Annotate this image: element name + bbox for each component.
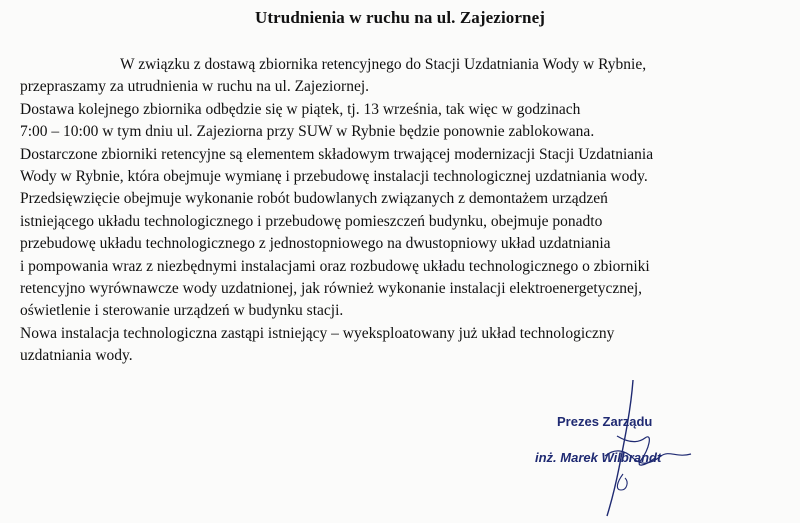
body-line: uzdatniania wody. <box>20 347 133 365</box>
body-line: przebudowę układu technologicznego z jednostopniowego na dwustopniowy układ uzdatniania <box>20 235 611 253</box>
handwritten-signature-icon <box>545 378 725 518</box>
body-line: istniejącego układu technologicznego i przebudowę pomieszczeń budynku, obejmuje ponadto <box>20 212 603 230</box>
body-line: W związku z dostawą zbiornika retencyjnego do Stacji Uzdatniania Wody w Rybnie, <box>120 56 647 73</box>
body-line: i pompowania wraz z niezbędnymi instalacjami oraz rozbudowę układu technologicznego o zbiorniki <box>20 257 650 275</box>
body-line: Nowa instalacja technologiczna zastąpi istniejący – wyeksploatowany już układ technologiczny <box>20 324 615 342</box>
body-line: Wody w Rybnie, która obejmuje wymianę i przebudowę instalacji technologicznej uzdatniania wody. <box>20 168 648 186</box>
document-body <box>20 54 790 368</box>
body-line: retencyjno wyrównawcze wody uzdatnionej, jak również wykonanie instalacji elektroenergetycznej, <box>20 280 643 298</box>
body-line: Przedsięwzięcie obejmuje wykonanie robót budowlanych związanych z demontażem urządzeń <box>20 190 608 208</box>
signature-role: Prezes Zarządu <box>557 414 653 429</box>
signature-name: inż. Marek Wilbrandt <box>535 450 662 465</box>
body-line: Dostarczone zbiorniki retencyjne są elementem składowym trwającej modernizacji Stacji Uzdatniania <box>20 145 654 163</box>
body-line: przepraszamy za utrudnienia w ruchu na ul. Zajeziornej. <box>20 78 370 96</box>
document-title: Utrudnienia w ruchu na ul. Zajeziornej <box>255 8 545 27</box>
signature-stamp <box>535 378 725 518</box>
body-line: 7:00 – 10:00 w tym dniu ul. Zajeziorna przy SUW w Rybnie będzie ponownie zablokowana. <box>20 123 595 141</box>
body-line: Dostawa kolejnego zbiornika odbędzie się w piątek, tj. 13 września, tak więc w godzinach <box>20 100 581 118</box>
body-line: oświetlenie i sterowanie urządzeń w budynku stacji. <box>20 302 344 320</box>
